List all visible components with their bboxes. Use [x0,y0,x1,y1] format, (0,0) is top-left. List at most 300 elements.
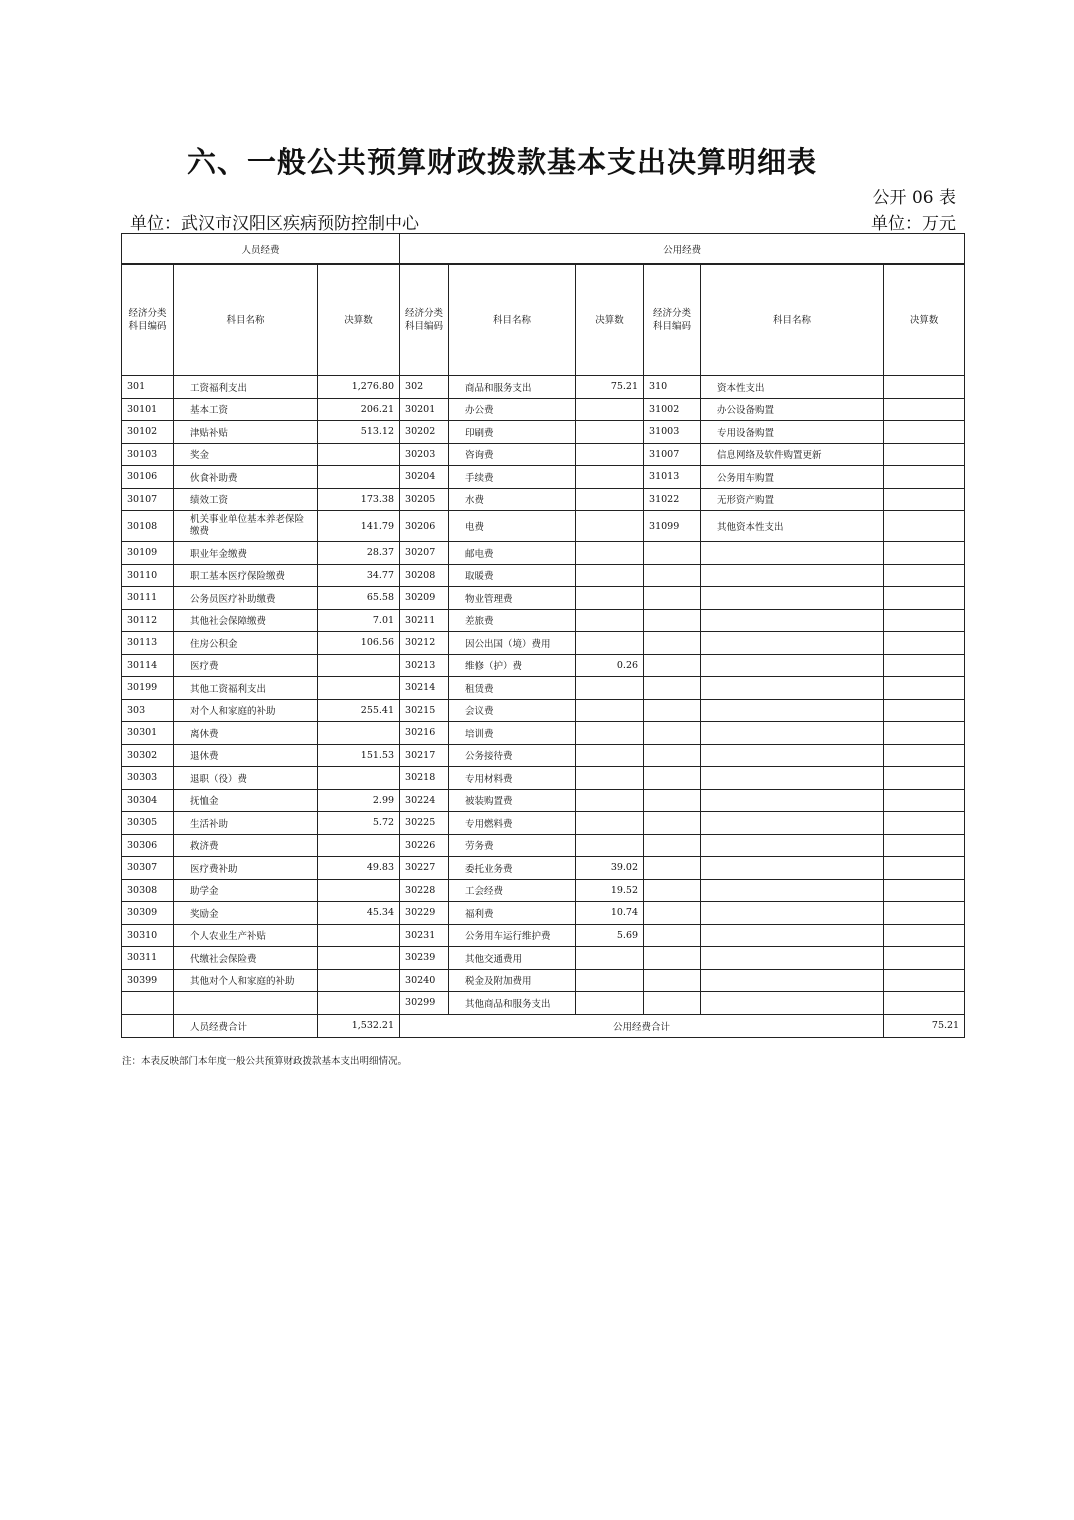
cell-p-amount [318,947,400,970]
header-c-name: 科目名称 [701,264,884,376]
cell-p-code: 30309 [122,902,174,925]
cell-p-name: 绩效工资 [174,488,318,511]
cell-c-name: 信息网络及软件购置更新 [701,443,884,466]
cell-c-code [644,677,701,700]
cell-g-amount [576,969,644,992]
cell-g-amount [576,632,644,655]
cell-c-name [701,834,884,857]
cell-p-code: 30303 [122,767,174,790]
cell-g-code: 30225 [400,812,449,835]
public-total-value: 75.21 [884,1014,965,1037]
cell-g-code: 30239 [400,947,449,970]
cell-p-amount [318,879,400,902]
cell-p-name: 其他工资福利支出 [174,677,318,700]
table-row [122,587,965,610]
public-total-label: 公用经费合计 [400,1014,884,1037]
cell-g-amount: 10.74 [576,902,644,925]
cell-p-code: 30101 [122,398,174,421]
cell-p-code: 30310 [122,924,174,947]
cell-p-amount [318,677,400,700]
cell-c-code: 31013 [644,466,701,489]
cell-c-code: 31002 [644,398,701,421]
cell-p-name: 奖金 [174,443,318,466]
cell-p-code: 30107 [122,488,174,511]
column-header-row [122,264,965,376]
cell-p-amount: 513.12 [318,421,400,444]
cell-g-code: 30214 [400,677,449,700]
table-row [122,398,965,421]
cell-p-name: 奖励金 [174,902,318,925]
cell-g-name: 其他商品和服务支出 [449,992,576,1015]
cell-c-code: 31099 [644,511,701,542]
cell-c-amount [884,812,965,835]
cell-g-amount [576,834,644,857]
cell-c-name [701,587,884,610]
table-row [122,511,965,542]
table-row [122,789,965,812]
cell-c-amount [884,767,965,790]
cell-c-code [644,857,701,880]
cell-p-name: 生活补助 [174,812,318,835]
cell-c-name [701,632,884,655]
cell-c-amount [884,421,965,444]
cell-c-name: 专用设备购置 [701,421,884,444]
cell-c-code: 31003 [644,421,701,444]
table-row [122,376,965,399]
cell-c-name [701,789,884,812]
cell-g-name: 其他交通费用 [449,947,576,970]
cell-c-amount [884,857,965,880]
table-row [122,542,965,565]
cell-g-name: 维修（护）费 [449,654,576,677]
table-row [122,654,965,677]
cell-c-code [644,632,701,655]
cell-g-amount [576,609,644,632]
cell-g-code: 30211 [400,609,449,632]
cell-g-amount [576,992,644,1015]
cell-p-amount: 141.79 [318,511,400,542]
cell-g-code: 30215 [400,699,449,722]
table-row [122,421,965,444]
cell-c-amount [884,376,965,399]
cell-c-amount [884,699,965,722]
cell-p-name: 离休费 [174,722,318,745]
cell-p-amount: 255.41 [318,699,400,722]
cell-c-name [701,924,884,947]
cell-c-amount [884,466,965,489]
cell-g-code: 30203 [400,443,449,466]
cell-p-amount: 2.99 [318,789,400,812]
organization-unit: 单位：武汉市汉阳区疾病预防控制中心 [130,214,419,234]
cell-g-name: 商品和服务支出 [449,376,576,399]
cell-c-name [701,812,884,835]
cell-g-amount [576,443,644,466]
cell-c-code [644,587,701,610]
cell-c-code [644,654,701,677]
cell-c-code: 310 [644,376,701,399]
cell-p-amount [318,466,400,489]
cell-g-name: 印刷费 [449,421,576,444]
cell-g-name: 租赁费 [449,677,576,700]
cell-g-code: 30205 [400,488,449,511]
table-row [122,969,965,992]
cell-g-name: 福利费 [449,902,576,925]
cell-g-amount: 5.69 [576,924,644,947]
cell-g-code: 30201 [400,398,449,421]
cell-c-name [701,564,884,587]
table-row [122,947,965,970]
table-row [122,834,965,857]
cell-g-name: 取暖费 [449,564,576,587]
cell-g-name: 被装购置费 [449,789,576,812]
cell-c-code [644,767,701,790]
cell-p-name: 个人农业生产补贴 [174,924,318,947]
cell-g-amount [576,564,644,587]
expenditure-detail-table [121,233,965,1038]
cell-c-code [644,992,701,1015]
cell-c-name: 资本性支出 [701,376,884,399]
cell-g-name: 工会经费 [449,879,576,902]
table-row [122,902,965,925]
cell-g-name: 专用燃料费 [449,812,576,835]
cell-p-code: 30111 [122,587,174,610]
cell-p-name: 退职（役）费 [174,767,318,790]
table-row [122,443,965,466]
table-row [122,609,965,632]
cell-c-amount [884,969,965,992]
cell-p-amount: 28.37 [318,542,400,565]
cell-p-name: 抚恤金 [174,789,318,812]
cell-g-code: 30208 [400,564,449,587]
cell-p-name: 代缴社会保险费 [174,947,318,970]
header-p-amount: 决算数 [318,264,400,376]
cell-c-code [644,699,701,722]
cell-c-amount [884,789,965,812]
cell-p-amount: 206.21 [318,398,400,421]
cell-c-amount [884,632,965,655]
cell-c-name [701,744,884,767]
cell-p-code: 30306 [122,834,174,857]
cell-g-name: 公务接待费 [449,744,576,767]
cell-g-amount [576,699,644,722]
cell-g-name: 委托业务费 [449,857,576,880]
cell-g-amount [576,488,644,511]
cell-p-name: 医疗费补助 [174,857,318,880]
cell-c-code [644,834,701,857]
table-row [122,564,965,587]
cell-p-amount [318,443,400,466]
header-g-name: 科目名称 [449,264,576,376]
cell-g-amount: 19.52 [576,879,644,902]
cell-c-code: 31007 [644,443,701,466]
cell-c-code: 31022 [644,488,701,511]
cell-c-amount [884,947,965,970]
cell-p-name: 伙食补助费 [174,466,318,489]
cell-g-name: 水费 [449,488,576,511]
cell-g-amount [576,511,644,542]
cell-g-code: 30227 [400,857,449,880]
cell-c-amount [884,564,965,587]
cell-p-code: 30106 [122,466,174,489]
cell-c-name [701,947,884,970]
cell-g-code: 30299 [400,992,449,1015]
cell-g-code: 30224 [400,789,449,812]
cell-c-name [701,699,884,722]
cell-c-name: 无形资产购置 [701,488,884,511]
cell-g-amount [576,947,644,970]
cell-c-amount [884,443,965,466]
cell-g-name: 税金及附加费用 [449,969,576,992]
cell-c-amount [884,992,965,1015]
cell-p-amount [318,654,400,677]
cell-p-code: 30199 [122,677,174,700]
cell-g-amount [576,767,644,790]
cell-g-amount [576,466,644,489]
cell-g-amount [576,421,644,444]
cell-p-code: 30113 [122,632,174,655]
cell-p-name: 职业年金缴费 [174,542,318,565]
table-row [122,632,965,655]
footnote: 注：本表反映部门本年度一般公共预算财政拨款基本支出明细情况。 [122,1056,408,1067]
cell-c-amount [884,654,965,677]
cell-g-code: 30229 [400,902,449,925]
cell-c-name [701,542,884,565]
cell-g-name: 手续费 [449,466,576,489]
cell-c-amount [884,511,965,542]
cell-p-name: 救济费 [174,834,318,857]
cell-p-code [122,992,174,1015]
personnel-total-label: 人员经费合计 [174,1014,318,1037]
cell-p-amount [318,722,400,745]
table-row [122,699,965,722]
cell-c-name: 公务用车购置 [701,466,884,489]
cell-p-name [174,992,318,1015]
cell-g-name: 会议费 [449,699,576,722]
cell-g-name: 咨询费 [449,443,576,466]
cell-c-name: 办公设备购置 [701,398,884,421]
cell-p-amount: 34.77 [318,564,400,587]
cell-p-amount [318,924,400,947]
header-g-amount: 决算数 [576,264,644,376]
cell-g-amount: 75.21 [576,376,644,399]
header-g-code: 经济分类科目编码 [400,264,449,376]
table-row [122,992,965,1015]
cell-p-code: 30301 [122,722,174,745]
cell-c-code [644,812,701,835]
table-row [122,677,965,700]
cell-p-name: 住房公积金 [174,632,318,655]
cell-p-code: 30103 [122,443,174,466]
personnel-total-value: 1,532.21 [318,1014,400,1037]
cell-g-name: 培训费 [449,722,576,745]
cell-c-code [644,542,701,565]
cell-p-name: 职工基本医疗保险缴费 [174,564,318,587]
cell-c-code [644,924,701,947]
cell-g-code: 30240 [400,969,449,992]
cell-c-name [701,857,884,880]
cell-p-code: 30399 [122,969,174,992]
cell-g-code: 30209 [400,587,449,610]
cell-p-name: 对个人和家庭的补助 [174,699,318,722]
cell-g-name: 劳务费 [449,834,576,857]
cell-p-amount: 1,276.80 [318,376,400,399]
cell-p-amount: 173.38 [318,488,400,511]
cell-p-code: 30304 [122,789,174,812]
cell-g-name: 邮电费 [449,542,576,565]
cell-p-code: 303 [122,699,174,722]
cell-g-amount [576,542,644,565]
cell-p-amount: 5.72 [318,812,400,835]
cell-g-code: 30218 [400,767,449,790]
cell-c-name [701,767,884,790]
cell-g-amount: 0.26 [576,654,644,677]
cell-c-code [644,879,701,902]
cell-c-code [644,564,701,587]
table-row [122,466,965,489]
cell-g-code: 30207 [400,542,449,565]
cell-g-amount [576,677,644,700]
cell-c-code [644,902,701,925]
cell-p-amount [318,767,400,790]
cell-p-amount [318,969,400,992]
cell-c-amount [884,398,965,421]
cell-p-amount: 49.83 [318,857,400,880]
cell-p-name: 退休费 [174,744,318,767]
currency-unit: 单位：万元 [871,214,956,234]
cell-c-amount [884,744,965,767]
cell-c-code [644,744,701,767]
cell-p-name: 助学金 [174,879,318,902]
cell-p-amount: 65.58 [318,587,400,610]
cell-p-amount [318,834,400,857]
cell-c-amount [884,722,965,745]
cell-g-amount [576,587,644,610]
cell-p-code: 301 [122,376,174,399]
cell-c-name [701,654,884,677]
cell-p-name: 工资福利支出 [174,376,318,399]
table-row [122,879,965,902]
table-row [122,857,965,880]
header-c-code: 经济分类科目编码 [644,264,701,376]
cell-c-amount [884,924,965,947]
cell-g-code: 30212 [400,632,449,655]
cell-g-code: 30204 [400,466,449,489]
cell-g-name: 物业管理费 [449,587,576,610]
form-number: 公开 06 表 [872,188,956,208]
table-row [122,924,965,947]
cell-c-amount [884,677,965,700]
cell-p-code: 30302 [122,744,174,767]
header-p-name: 科目名称 [174,264,318,376]
cell-g-code: 30206 [400,511,449,542]
table-row [122,744,965,767]
cell-p-name: 医疗费 [174,654,318,677]
cell-g-amount [576,722,644,745]
table-row [122,488,965,511]
cell-c-amount [884,834,965,857]
cell-c-name [701,609,884,632]
cell-g-code: 30213 [400,654,449,677]
cell-p-code: 30110 [122,564,174,587]
cell-g-amount [576,789,644,812]
cell-c-name [701,969,884,992]
cell-p-code: 30109 [122,542,174,565]
cell-c-amount [884,488,965,511]
cell-p-amount: 45.34 [318,902,400,925]
cell-c-name [701,902,884,925]
cell-g-code: 30231 [400,924,449,947]
table-body [122,376,965,1015]
cell-g-amount [576,744,644,767]
cell-g-name: 电费 [449,511,576,542]
cell-g-amount: 39.02 [576,857,644,880]
cell-g-code: 30216 [400,722,449,745]
header-c-amount: 决算数 [884,264,965,376]
cell-c-name [701,722,884,745]
table-row [122,722,965,745]
cell-p-code: 30307 [122,857,174,880]
cell-g-amount [576,812,644,835]
cell-g-name: 因公出国（境）费用 [449,632,576,655]
cell-p-name: 基本工资 [174,398,318,421]
cell-c-name: 其他资本性支出 [701,511,884,542]
cell-c-code [644,969,701,992]
cell-p-name: 其他对个人和家庭的补助 [174,969,318,992]
cell-p-name: 公务员医疗补助缴费 [174,587,318,610]
cell-p-code: 30311 [122,947,174,970]
cell-c-code [644,609,701,632]
cell-p-amount: 7.01 [318,609,400,632]
totals-row [122,1014,965,1037]
cell-c-code [644,722,701,745]
table-row [122,767,965,790]
cell-p-code: 30308 [122,879,174,902]
cell-g-amount [576,398,644,421]
cell-g-code: 302 [400,376,449,399]
cell-c-amount [884,609,965,632]
cell-p-name: 机关事业单位基本养老保险缴费 [174,511,318,542]
cell-p-amount [318,992,400,1015]
cell-p-code: 30108 [122,511,174,542]
table-row [122,812,965,835]
cell-p-code: 30305 [122,812,174,835]
section-personnel: 人员经费 [122,234,400,265]
cell-p-name: 其他社会保障缴费 [174,609,318,632]
cell-g-code: 30228 [400,879,449,902]
cell-c-amount [884,879,965,902]
cell-g-code: 30226 [400,834,449,857]
header-p-code: 经济分类科目编码 [122,264,174,376]
cell-c-name [701,992,884,1015]
cell-c-name [701,879,884,902]
cell-g-name: 办公费 [449,398,576,421]
cell-p-code: 30102 [122,421,174,444]
cell-c-amount [884,902,965,925]
cell-c-code [644,947,701,970]
cell-p-name: 津贴补贴 [174,421,318,444]
cell-g-name: 公务用车运行维护费 [449,924,576,947]
cell-g-code: 30202 [400,421,449,444]
page-title: 六、一般公共预算财政拨款基本支出决算明细表 [186,145,817,179]
cell-g-name: 差旅费 [449,609,576,632]
cell-p-amount: 151.53 [318,744,400,767]
cell-c-amount [884,587,965,610]
section-header-row [122,234,965,265]
cell-p-code: 30114 [122,654,174,677]
cell-c-amount [884,542,965,565]
cell-c-code [644,789,701,812]
cell-g-name: 专用材料费 [449,767,576,790]
